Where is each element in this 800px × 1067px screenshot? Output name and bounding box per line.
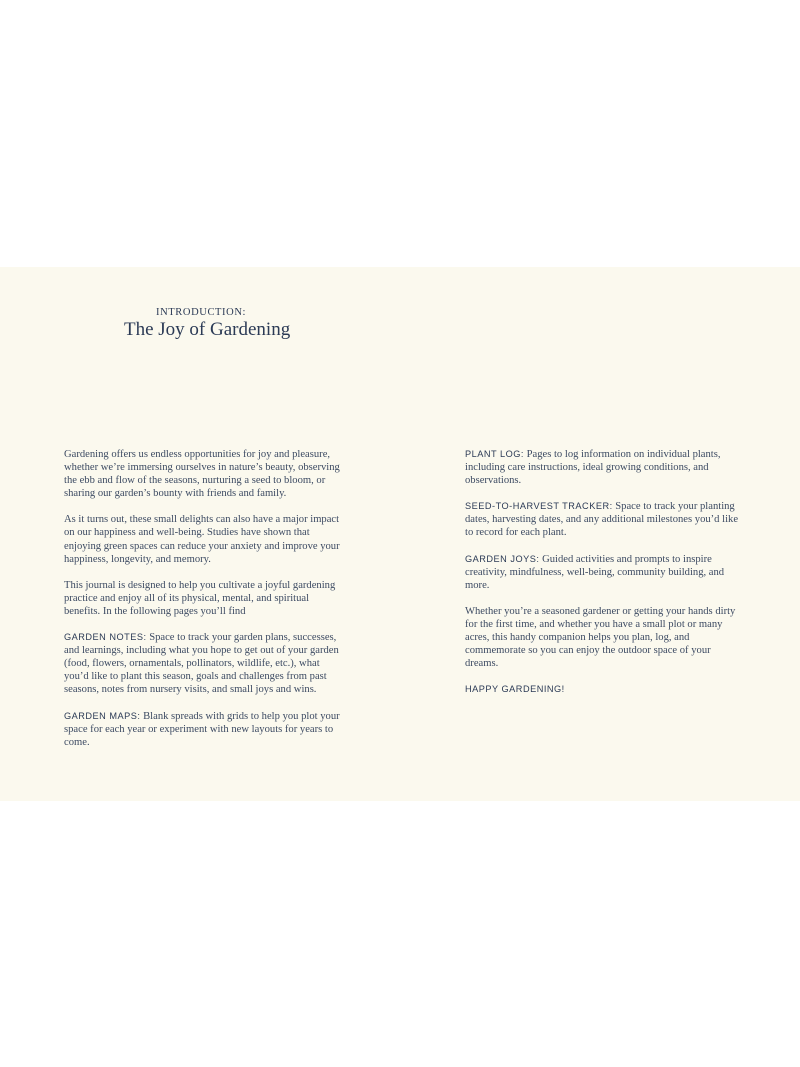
signoff: HAPPY GARDENING! <box>465 684 565 695</box>
chapter-title: The Joy of Gardening <box>124 319 291 340</box>
garden-maps-text: Blank spreads with grids to help you plot your space for each year or experiment with new layouts for years to come. <box>64 710 340 748</box>
garden-notes-label: GARDEN NOTES: <box>64 632 147 643</box>
section-seed-tracker <box>465 500 741 539</box>
paragraph-intro: Gardening offers us endless opportunities for joy and pleasure, whether we’re immersing ourselves in nature’s beauty, observing the ebb and flow of the seasons, nurturing a seed to bloom, or sharing our garden’s bounty with friends and family. <box>64 449 340 500</box>
left-column <box>64 448 340 762</box>
garden-joys-label: GARDEN JOYS: <box>465 553 540 564</box>
section-plant-log <box>465 448 741 487</box>
garden-notes-text: Space to track your garden plans, successes, and learnings, including what you hope to get out of your garden (food, flowers, ornamentals, pollinators, wildlife, etc.), what you’d like to plant this season, goals and challenges from past seasons, notes from nursery visits, and small joys and wins. <box>64 632 339 696</box>
paragraph-wellbeing: As it turns out, these small delights can also have a major impact on our happiness and well-being. Studies have shown that enjoying green spaces can reduce your anxiety and improve your happiness, longevity, and memory. <box>64 514 340 565</box>
paragraph-closing: Whether you’re a seasoned gardener or getting your hands dirty for the first time, and whether you have a small plot or many acres, this handy companion helps you plan, log, and commemorate so you can enjoy the outdoor space of your dreams. <box>465 605 736 670</box>
paragraph-journal: This journal is designed to help you cultivate a joyful gardening practice and enjoy all of its physical, mental, and spiritual benefits. In the following pages you’ll find <box>64 579 336 617</box>
plant-log-text: Pages to log information on individual plants, including care instructions, ideal growing conditions, and observations. <box>465 449 721 487</box>
section-garden-maps <box>64 710 340 749</box>
book-spread <box>0 267 800 801</box>
chapter-kicker: INTRODUCTION: <box>156 307 247 318</box>
garden-joys-text: Guided activities and prompts to inspire creativity, mindfulness, well-being, community building, and more. <box>465 553 725 591</box>
plant-log-label: PLANT LOG: <box>465 449 524 459</box>
garden-maps-label: GARDEN MAPS: <box>64 710 141 721</box>
right-column <box>465 448 741 709</box>
section-garden-notes <box>64 631 340 696</box>
section-garden-joys <box>465 553 741 592</box>
seed-tracker-label: SEED-TO-HARVEST TRACKER: <box>465 501 613 512</box>
seed-tracker-text: Space to track your planting dates, harvesting dates, and any additional milestones you’d like to record for each plant. <box>465 501 739 539</box>
